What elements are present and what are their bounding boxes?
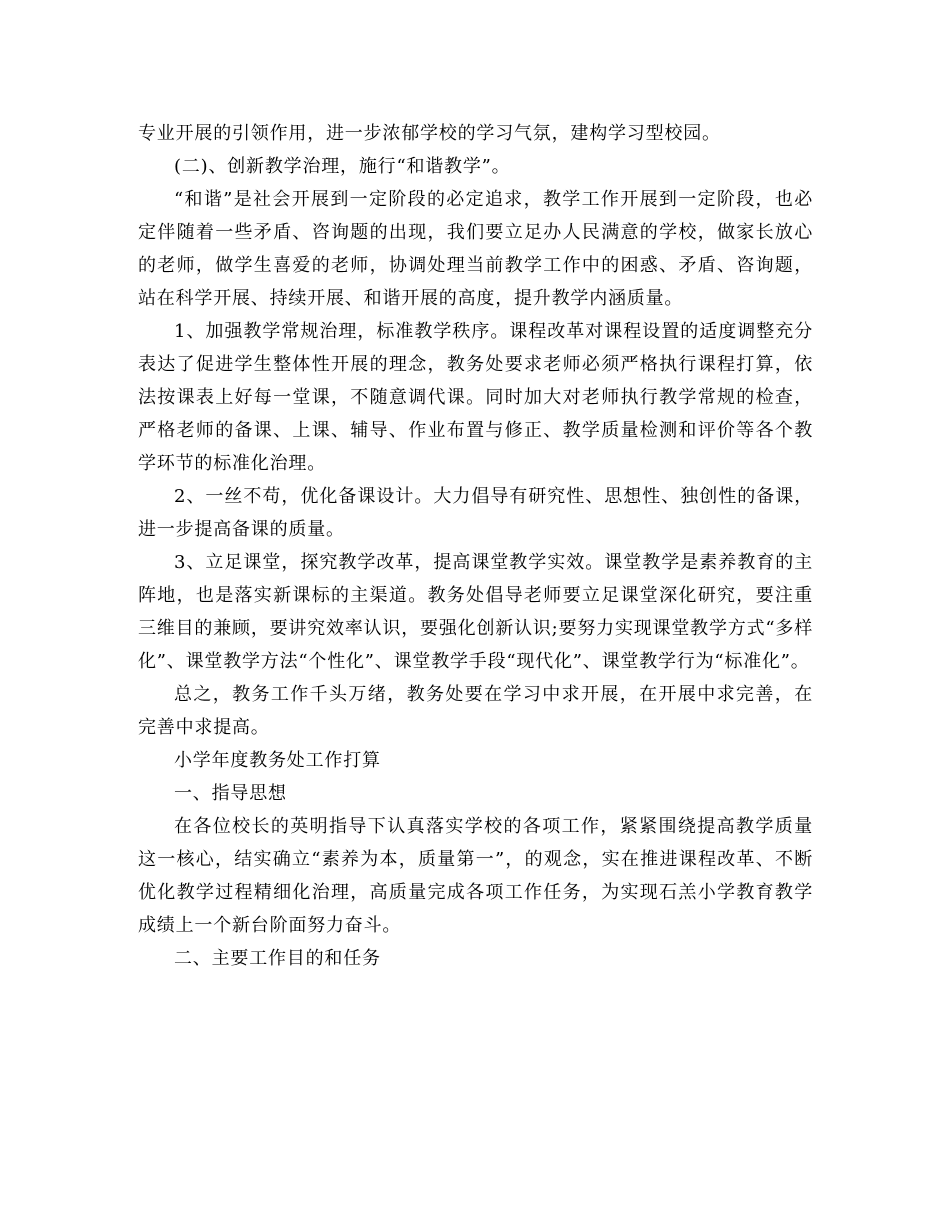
paragraph-item-3: 3、立足课堂，探究教学改革，提高课堂教学实效。课堂教学是素养教育的主阵地，也是落实新课标的主渠道。教务处倡导老师要立足课堂深化研究，要注重三维目的兼顾，要讲究效率认识，要强化创新认识;要努力实现课堂教学方式“多样化”、课堂教学方法“个性化”、课堂教学手段“现代化”、课堂教学行为“标准化”。	[138, 552, 813, 672]
section-heading-innovation: (二)、创新教学治理，施行“和谐教学”。	[174, 156, 511, 177]
paragraph-guiding-idea: 在各位校长的英明指导下认真落实学校的各项工作，紧紧围绕提高教学质量这一核心，结实确立“素养为本，质量第一”，的观念，实在推进课程改革、不断优化教学过程精细化治理，高质量完成各项工作任务，为实现石羔小学教育教学成绩上一个新台阶面努力奋斗。	[138, 816, 813, 936]
paragraph-summary: 总之，教务工作千头万绪，教务处要在学习中求开展，在开展中求完善，在完善中求提高。	[138, 684, 813, 738]
section-heading-goals: 二、主要工作目的和任务	[174, 948, 381, 969]
paragraph-item-2: 2、一丝不苟，优化备课设计。大力倡导有研究性、思想性、独创性的备课，进一步提高备课的质量。	[138, 486, 813, 540]
paragraph-item-1: 1、加强教学常规治理，标准教学秩序。课程改革对课程设置的适度调整充分表达了促进学生整体性开展的理念，教务处要求老师必须严格执行课程打算，依法按课表上好每一堂课，不随意调代课。同时加大对老师执行教学常规的检查，严格老师的备课、上课、辅导、作业布置与修正、教学质量检测和评价等各个教学环节的标准化治理。	[138, 321, 813, 474]
section-heading-guiding-idea: 一、指导思想	[174, 783, 287, 804]
paragraph-1: 专业开展的引领作用，进一步浓郁学校的学习气氛，建构学习型校园。	[138, 123, 721, 144]
paragraph-harmony: “和谐”是社会开展到一定阶段的必定追求，教学工作开展到一定阶段，也必定伴随着一些矛盾、咨询题的出现，我们要立足办人民满意的学校，做家长放心的老师，做学生喜爱的老师，协调处理当前教学工作中的困惑、矛盾、咨询题，站在科学开展、持续开展、和谐开展的高度，提升教学内涵质量。	[138, 189, 813, 309]
document-body	[138, 117, 813, 975]
document-title: 小学年度教务处工作打算	[174, 750, 381, 771]
